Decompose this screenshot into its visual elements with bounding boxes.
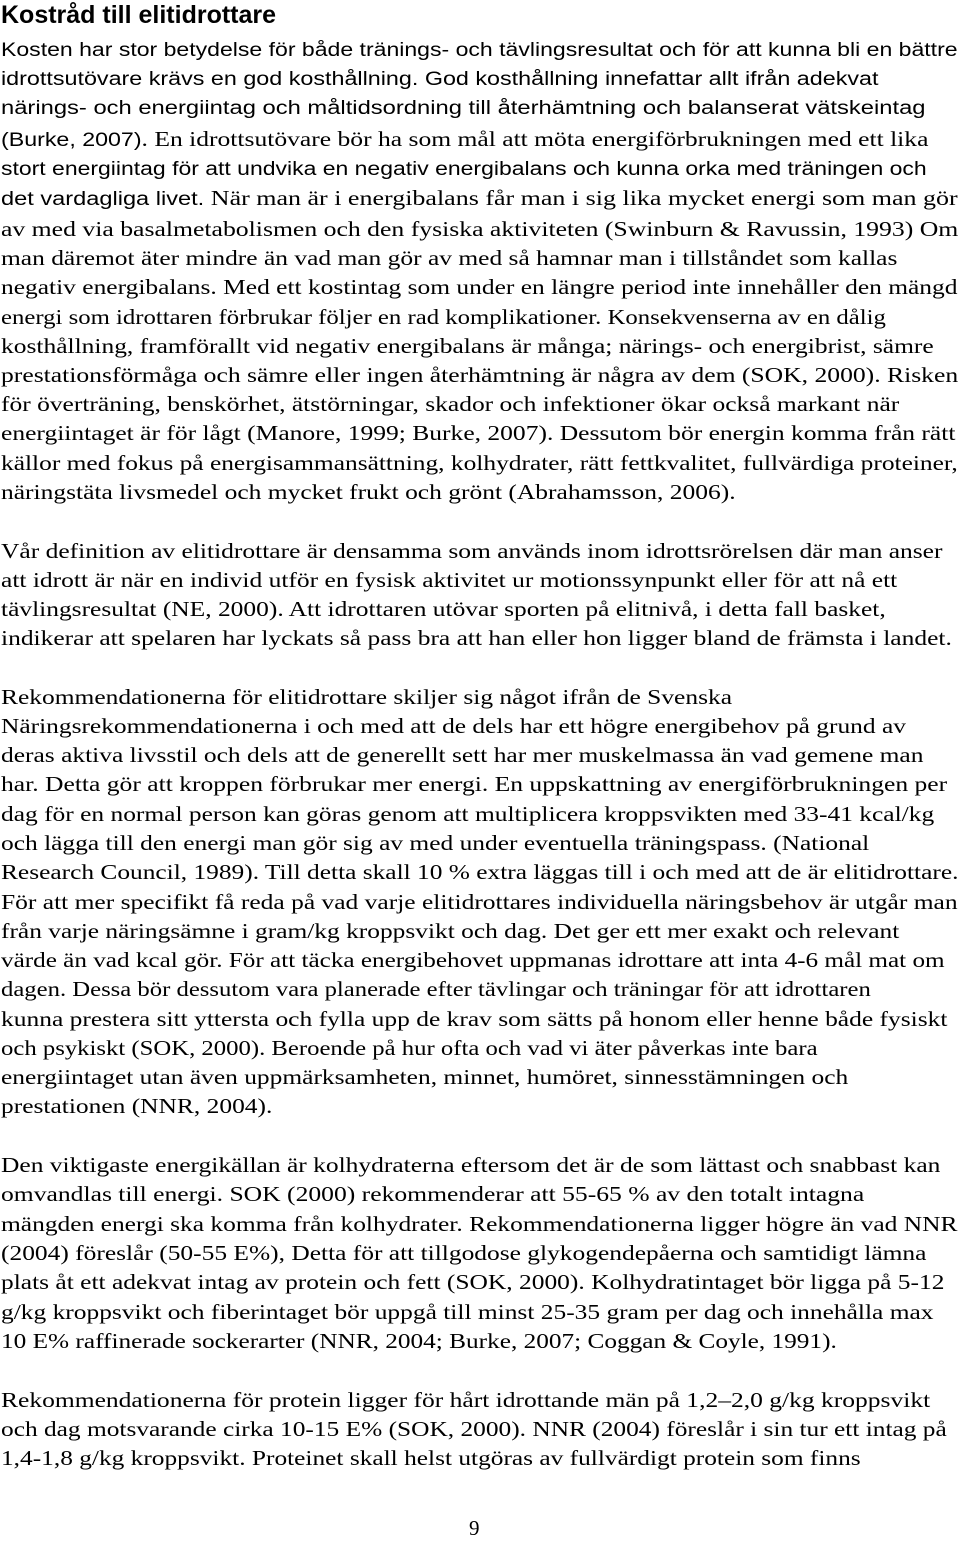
text-line: och lägga till den energi man gör sig av med under eventuella träningspass. (National	[1, 831, 870, 855]
text-line: näringstäta livsmedel och mycket frukt och grönt (Abrahamsson, 2006).	[1, 480, 736, 504]
text-line: har. Detta gör att kroppen förbrukar mer energi. En uppskattning av energiförbrukningen per	[1, 772, 948, 796]
text-line: energi som idrottaren förbrukar följer en rad komplikationer. Konsekvenserna av en dålig	[1, 305, 886, 329]
text-line: källor med fokus på energisammansättning, kolhydrater, rätt fettkvalitet, fullvärdiga proteiner,	[1, 451, 958, 475]
text-line: Den viktigaste energikällan är kolhydraterna eftersom det är de som lättast och snabbast kan	[1, 1153, 941, 1177]
text-line: dagen. Dessa bör dessutom vara planerade efter tävlingar och träningar för att idrottaren	[1, 977, 871, 1001]
text-line: idrottsutövare krävs en god kosthållning. God kosthållning innefattar allt ifrån adekvat	[1, 68, 879, 90]
text-line: och psykiskt (SOK, 2000). Beroende på hur ofta och vad vi äter påverkas inte bara	[1, 1036, 818, 1060]
text-line: Näringsrekommendationerna i och med att de dels har ett högre energibehov på grund av	[1, 714, 906, 738]
text-line: deras aktiva livsstil och dels att de generellt sett har mer muskelmassa än vad gemene man	[1, 743, 924, 767]
text-line: det vardagliga livet. När man är i energibalans får man i sig lika mycket energi som man gör	[1, 186, 958, 210]
text-line: stort energiintag för att undvika en negativ energibalans och kunna orka med träningen och	[1, 158, 927, 180]
text-line: att idrott är när en individ utför en fysisk aktivitet ur motionssynpunkt eller för att nå ett	[1, 568, 898, 592]
text-line: energiintaget utan även uppmärksamheten, minnet, humöret, sinnesstämningen och	[1, 1065, 849, 1089]
text-line: Rekommendationerna för protein ligger för hårt idrottande män på 1,2–2,0 g/kg kroppsvikt	[1, 1388, 931, 1412]
text-line: Vår definition av elitidrottare är densamma som används inom idrottsrörelsen där man anser	[1, 539, 943, 563]
text-line: negativ energibalans. Med ett kostintag som under en längre period inte innehåller den mängd	[1, 275, 958, 299]
text-line: Research Council, 1989). Till detta skall 10 % extra läggas till i och med att de är elitidrottare.	[1, 860, 959, 884]
text-line: (2004) föreslår (50-55 E%), Detta för att tillgodose glykogendepåerna och samtidigt lämna	[1, 1241, 927, 1265]
text-line: kunna prestera sitt yttersta och fylla upp de krav som sätts på honom eller henne både fysiskt	[1, 1007, 948, 1031]
page-number: 9	[469, 1516, 480, 1540]
text-line: indikerar att spelaren har lyckats så pass bra att han eller hon ligger bland de främsta i landet.	[1, 626, 952, 650]
text-line: värde än vad kcal gör. För att täcka energibehovet uppmanas idrottare att inta 4-6 mål mat om	[1, 948, 945, 972]
text-line: 10 E% raffinerade sockerarter (NNR, 2004; Burke, 2007; Coggan & Coyle, 1991).	[1, 1329, 837, 1353]
text-line: mängden energi ska komma från kolhydrater. Rekommendationerna ligger högre än vad NNR	[1, 1212, 958, 1236]
page-heading: Kostråd till elitidrottare	[1, 1, 277, 29]
text-line: närings- och energiintag och måltidsordning till återhämtning och balanserat vätskeintag	[1, 97, 926, 119]
text-line: Kosten har stor betydelse för både tränings- och tävlingsresultat och för att kunna bli en bättre	[1, 39, 958, 61]
text-line: kosthållning, framförallt vid negativ energibalans är många; närings- och energibrist, sämre	[1, 334, 934, 358]
text-line: prestationen (NNR, 2004).	[1, 1094, 273, 1118]
text-line: (Burke, 2007). En idrottsutövare bör ha som mål att möta energiförbrukningen med ett lika	[1, 127, 929, 151]
text-line: omvandlas till energi. SOK (2000) rekommenderar att 55-65 % av den totalt intagna	[1, 1182, 865, 1206]
text-line: För att mer specifikt få reda på vad varje elitidrottares individuella näringsbehov är utgår man	[1, 890, 958, 914]
text-line: prestationsförmåga och sämre eller ingen återhämtning är några av dem (SOK, 2000). Risken	[1, 363, 959, 387]
text-line: g/kg kroppsvikt och fiberintaget bör uppgå till minst 25-35 gram per dag och innehålla max	[1, 1300, 934, 1324]
text-line: plats åt ett adekvat intag av protein och fett (SOK, 2000). Kolhydratintaget bör ligga på 5-12	[1, 1270, 945, 1294]
text-line: från varje näringsämne i gram/kg kroppsvikt och dag. Det ger ett mer exakt och relevant	[1, 919, 900, 943]
text-line: tävlingsresultat (NE, 2000). Att idrottaren utövar sporten på elitnivå, i detta fall basket,	[1, 597, 886, 621]
text-line: för överträning, benskörhet, ätstörningar, skador och infektioner ökar också markant när	[1, 392, 900, 416]
text-line: Rekommendationerna för elitidrottare skiljer sig något ifrån de Svenska	[1, 685, 733, 709]
text-line: 1,4-1,8 g/kg kroppsvikt. Proteinet skall helst utgöras av fullvärdigt protein som finns	[1, 1446, 861, 1470]
text-line: dag för en normal person kan göras genom att multiplicera kroppsvikten med 33-41 kcal/kg	[1, 802, 935, 826]
text-line: energiintaget är för lågt (Manore, 1999; Burke, 2007). Dessutom bör energin komma från rätt	[1, 421, 956, 445]
text-line: man däremot äter mindre än vad man gör av med så hamnar man i tillståndet som kallas	[1, 246, 898, 270]
text-line: av med via basalmetabolismen och den fysiska aktiviteten (Swinburn & Ravussin, 1993) Om	[1, 217, 959, 241]
text-line: och dag motsvarande cirka 10-15 E% (SOK, 2000). NNR (2004) föreslår i sin tur ett intag på	[1, 1417, 947, 1441]
